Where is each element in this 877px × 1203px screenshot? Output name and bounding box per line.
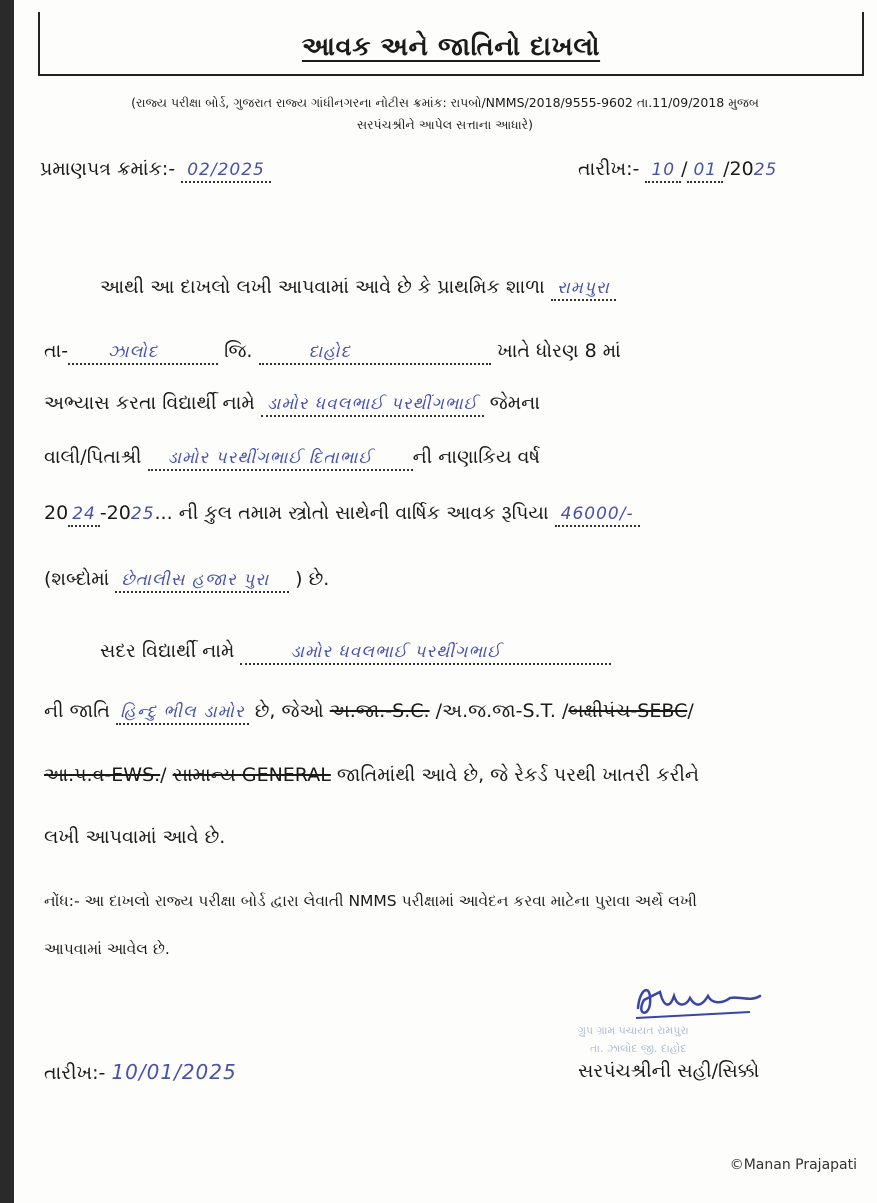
words-label: (શબ્દોમાં [44, 568, 110, 590]
scan-edge [0, 0, 14, 1203]
caste-value: હિન્દુ ભીલ ડામોર [120, 702, 245, 722]
student-label: અભ્યાસ કરતા વિદ્યાર્થી નામે [44, 392, 255, 414]
option-sc-struck: અ.જા.-S.C. [329, 700, 430, 722]
school-field [551, 276, 616, 301]
option-sebc-end: / [687, 700, 694, 722]
income-field [555, 502, 640, 527]
certificate-date-month: 01 [693, 160, 718, 180]
option-ews-struck: આ.પ.વ-EWS. [44, 764, 161, 786]
footer-date-row [44, 1060, 237, 1084]
p2-student-value: ડામોર ધવલભાઈ પરથીંગભાઈ [290, 642, 502, 662]
year-to-value: 25 [130, 504, 155, 524]
student-field [261, 392, 484, 417]
district-label: જિ. [224, 340, 253, 362]
copyright: ©Manan Prajapati [729, 1157, 857, 1173]
paragraph2-line3 [44, 764, 699, 786]
caste-field [116, 700, 249, 725]
income-label: ની કુલ તમામ સ્ત્રોતો સાથેની વાર્ષિક આવક રૂપિયા [178, 502, 549, 524]
certificate-date-month-field [687, 158, 723, 183]
option-st: /અ.જ.જા-S.T. / [435, 700, 569, 722]
footer-date-value: 10/01/2025 [111, 1060, 237, 1084]
option-sebc-struck: બક્ષીપંચ-SEBC [568, 700, 688, 722]
taluka-field [68, 340, 218, 365]
signature-stamp-area [570, 978, 800, 1058]
student-name-value: ડામોર ધવલભાઈ પરથીંગભાઈ [266, 394, 478, 414]
certificate-date-year-prefix: 20 [729, 158, 754, 180]
option-general-struck: સામાન્ય GENERAL [172, 764, 331, 786]
guardian-label: વાલી/પિતાશ્રી [44, 446, 142, 468]
taluka-label: તા- [44, 340, 69, 362]
district-value: દાહોદ [308, 342, 352, 362]
certificate-date-year-suffix: 25 [753, 160, 778, 180]
year-from-field [68, 502, 100, 527]
p2-student-label: સદર વિદ્યાર્થી નામે [100, 640, 235, 662]
taluka-value: ઝાલોદ [108, 342, 159, 362]
paragraph2-line1 [100, 640, 611, 662]
option-ews-end: / [160, 764, 167, 786]
income-words-field [115, 568, 289, 593]
jemna-text: જેમના [489, 392, 540, 414]
income-value: 46000/- [560, 504, 634, 524]
p2-student-field [240, 640, 611, 665]
caste-mid: છે, જેઓ [254, 700, 324, 722]
caste-label: ની જાતિ [44, 700, 111, 722]
certificate-date-label: તારીખ:- [578, 158, 640, 180]
paragraph1-line2 [44, 340, 621, 362]
footer-date-label: તારીખ:- [44, 1062, 106, 1084]
paragraph1-line5: 20 24 -2025... ની કુલ તમામ સ્ત્રોતો સાથેની વાર્ષિક આવક રૂપિયા 46000/- [44, 502, 640, 524]
paragraph1-line4 [44, 446, 540, 468]
paragraph1-line3 [44, 392, 540, 414]
income-words-value: છેતાલીસ હજાર પુરા [121, 570, 270, 590]
note-line-1: નોંધ:- આ દાખલો રાજ્ય પરીક્ષા બોર્ડ દ્વારા લેવાતી NMMS પરીક્ષામાં આવેદન કરવા માટેના પુરાવા અર્થે લખી [44, 892, 697, 910]
district-field [259, 340, 492, 365]
closing-line: લખી આપવામાં આવે છે. [44, 826, 226, 848]
certificate-number-label: પ્રમાણપત્ર ક્રમાંક:- [40, 158, 176, 180]
certificate-number-value: 02/2025 [187, 160, 265, 180]
certificate-number-field [181, 158, 271, 183]
fy-label: ની નાણાકિય વર્ષ [412, 446, 541, 468]
paragraph1-line6 [44, 568, 329, 590]
subtitle-line-2: સરપંચશ્રીને આપેલ સત્તાના આધારે) [356, 117, 534, 132]
stamp-line-2: તા. ઝાલોદ જી. દાહોદ [590, 1042, 687, 1055]
school-value: રામપુરા [556, 278, 610, 298]
page-title: આવક અને જાતિનો દાખલો [301, 32, 601, 62]
grade-text: ખાતે ધોરણ 8 માં [497, 340, 621, 362]
certificate-date-day-field [645, 158, 681, 183]
stamp-line-1: ગ્રુપ ગ્રામ પંચાયત રામપુરા [578, 1024, 689, 1037]
certificate-date-row: તારીખ:- 10 / 01 /2025 [578, 158, 777, 180]
words-end: ) છે. [295, 568, 330, 590]
subtitle-line-1: (રાજ્ય પરીક્ષા બોર્ડ, ગુજરાત રાજ્ય ગાંધીનગરના નોટીસ ક્રમાંક: રાપબો/NMMS/2018/9555-9602 તા.11/09/2018 મુજબ [131, 95, 759, 110]
guardian-field [148, 446, 413, 471]
note-line-2: આપવામાં આવેલ છે. [44, 940, 170, 958]
title-box [38, 12, 864, 76]
year-from-value: 24 [72, 504, 96, 524]
intro-text: આથી આ દાખલો લખી આપવામાં આવે છે કે પ્રાથમિક શાળા [100, 276, 545, 298]
signature-label: સરપંચશ્રીની સહી/સિક્કો [578, 1060, 760, 1082]
subtitle [50, 92, 840, 136]
paragraph1-line1 [100, 276, 616, 298]
signature-icon [630, 978, 780, 1028]
guardian-name-value: ડામોર પરથીંગભાઈ દિતાભાઈ [167, 448, 373, 468]
certificate-number-row [40, 158, 271, 180]
year-prefix-2: -20 [99, 502, 131, 524]
year-prefix-1: 20 [44, 502, 69, 524]
paragraph2-line2 [44, 700, 694, 722]
certificate-date-day: 10 [651, 160, 676, 180]
caste-end: જાતિમાંથી આવે છે, જે રેકર્ડ પરથી ખાતરી કરીને [336, 764, 700, 786]
